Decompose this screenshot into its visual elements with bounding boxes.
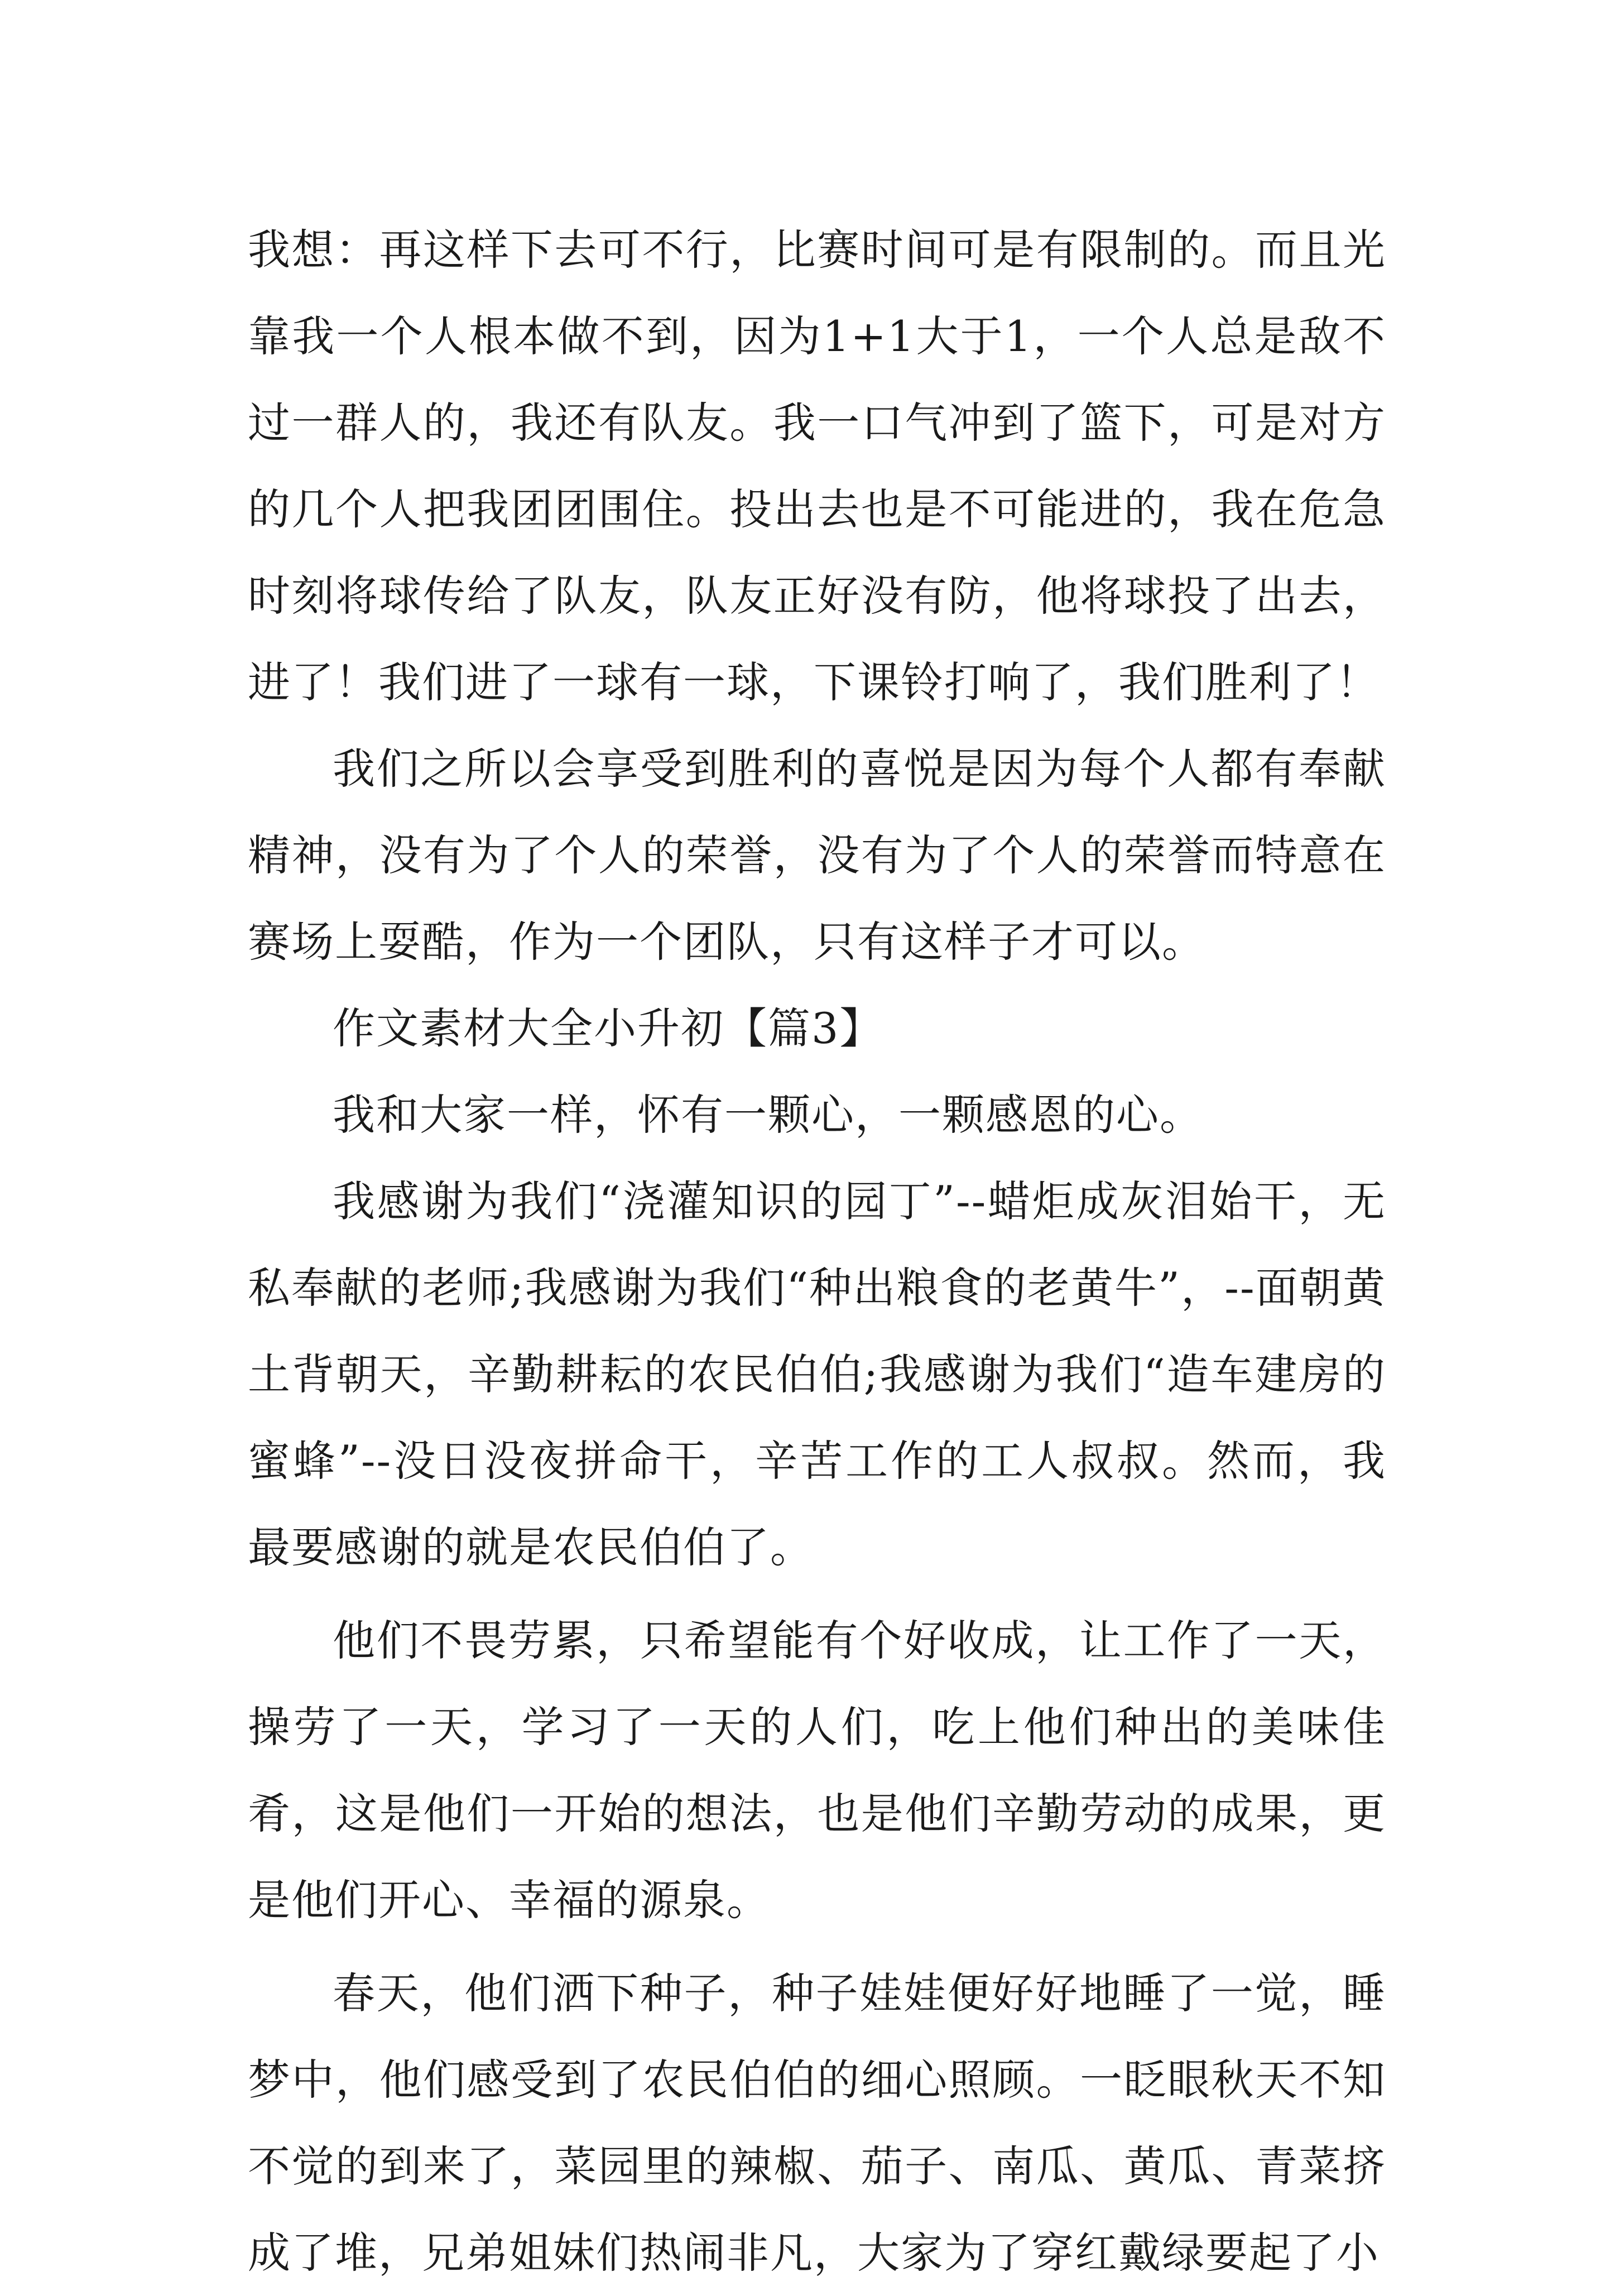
paragraph-grateful-heart: 我和大家一样，怀有一颗心，一颗感恩的心。 (333, 1090, 1203, 1140)
paragraph-team-spirit: 我们之所以会享受到胜利的喜悦是因为每个人都有奉献精神，没有为了个人的荣誉，没有为了个人的荣誉而特意在赛场上耍酷，作为一个团队，只有这样子才可以。 (248, 744, 1386, 967)
paragraph-thanks-list: 我感谢为我们“浇灌知识的园丁”--蜡炬成灰泪始干，无私奉献的老师;我感谢为我们“种出粮食的老黄牛”，--面朝黄土背朝天，辛勤耕耘的农民伯伯;我感谢为我们“造车建房的蜜蜂”--没日没夜拼命干，辛苦工作的工人叔叔。然而，我最要感谢的就是农民伯伯了。 (248, 1176, 1386, 1572)
section-heading-part-3: 作文素材大全小升初【篇3】 (333, 1003, 883, 1053)
paragraph-seasons: 春天，他们洒下种子，种子娃娃便好好地睡了一觉，睡梦中，他们感受到了农民伯伯的细心照顾。一眨眼秋天不知不觉的到来了，菜园里的辣椒、茄子、南瓜、黄瓜、青菜挤成了堆，兄弟姐妹们热闹非凡，大家为了穿红戴绿要起了小 (248, 1968, 1386, 2278)
paragraph-basketball-game: 我想：再这样下去可不行，比赛时间可是有限制的。而且光靠我一个人根本做不到，因为1+1大于1，一个人总是敌不过一群人的，我还有队友。我一口气冲到了篮下，可是对方的几个人把我团团围住。投出去也是不可能进的，我在危急时刻将球传给了队友，队友正好没有防，他将球投了出去，进了！我们进了一球有一球，下课铃打响了，我们胜利了！ (248, 225, 1386, 707)
paragraph-farmers-work: 他们不畏劳累，只希望能有个好收成，让工作了一天，操劳了一天，学习了一天的人们，吃上他们种出的美味佳肴，这是他们一开始的想法，也是他们辛勤劳动的成果，更是他们开心、幸福的源泉。 (248, 1616, 1386, 1925)
document-body (248, 206, 1386, 2296)
